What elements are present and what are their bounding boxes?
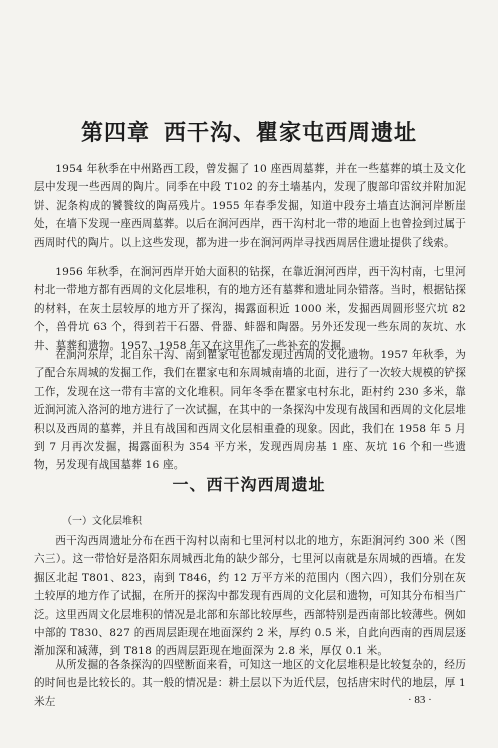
chapter-number: 第四章 [80,121,150,146]
subsection-title: （一）文化层堆积 [62,516,142,527]
section-title: 一、西干沟西周遗址 [172,475,326,494]
paragraph-3: 在涧河东岸，北自东干沟、南到瞿家屯也都发现过西周的文化遗物。1957 年秋季，为了配合东周城的发掘工作，我们在瞿家屯和东周城南墙的北面，进行了一次较大规模的铲探工作，发现在这一带有丰富的文化堆积。同年冬季在瞿家屯村东北，距村约 230 多米，靠近涧河流入洛河的地方进行了一次试掘，在其中的一条探沟中发现有战国和西周的文化层堆积以及西周的墓葬，并且有战国和西周文化层相重叠的现象。因此，我们在 1958 年 5 月到 7 月再次发掘，揭露面积为 354 平方米，发现西周房基 1 座、灰坑 16 个和一些遗物，另发现有战国墓葬 16 座。 [34,349,466,472]
paragraph-1: 1954 年秋季在中州路西工段，曾发掘了 10 座西周墓葬，并在一些墓葬的填土及文化层中发现一些西周的陶片。同季在中段 T102 的夯土墙基内，发现了腹部印雷纹并附加泥饼、泥条构成的饕餮纹的陶鬲残片。1955 年春季发掘，知道中段夯土墙直达涧河岸断崖处，在墙下发现一座西周墓葬。以后在涧河西岸，西干沟村北一带的地面上也曾捡到过属于西周时代的陶片。以上这些发现，都为进一步在涧河两岸寻找西周居住遗址提供了线索。 [34,163,466,249]
paragraph-2: 1956 年秋季，在涧河西岸开始大面积的钻探，在靠近涧河西岸，西干沟村南，七里河村北一带地方都有西周的文化层堆积，有的地方还有墓葬和遗址同杂错落。当时，根据钻探的材料，在灰土层较厚的地方开了探沟，揭露面积近 1000 米，发掘西周圆形竖穴坑 82 个，兽骨坑 63 个，得到若干石器、骨器、蚌器和陶器。另外还发现一些东周的灰坑、水井、墓葬和遗物。1957、1958 年又在这里作了一些补充的发掘。 [34,266,466,352]
paragraph-5: 从所发掘的各条探沟的四壁断面来看，可知这一地区的文化层堆积是比较复杂的，经历的时间也是比较长的。其一般的情况是：耕土层以下为近代层，包括唐宋时代的地层，厚 1 米左 [34,659,466,708]
paragraph-4: 西干沟西周遗址分布在西干沟村以南和七里河村以北的地方，东距涧河约 300 米（图六三）。这一带恰好是洛阳东周城西北角的缺少部分，七里河以南就是东周城的西墙。在发掘区北起 T801、823，南到 T846，约 12 万平方米的范围内（图六四），我们分别在灰土较厚的地方作了试掘，在所开的探沟中都发现有西周的文化层和遗物，可知其分布相当广泛。这里西周文化层堆积的情况是北部和东部比较厚些，西部特别是西南部比较薄些。例如中部的 T830、827 的西周层距现在地面深约 2 米，厚约 0.5 米，自此向西南的西周层逐渐加深和减薄，到 T818 的西周层距现在地面深为 2.8 米，厚仅 0.1 米。 [34,535,466,658]
chapter-name: 西干沟、瞿家屯西周遗址 [164,121,418,146]
page-number: · 83 · [408,694,432,706]
chapter-title [0,116,498,147]
